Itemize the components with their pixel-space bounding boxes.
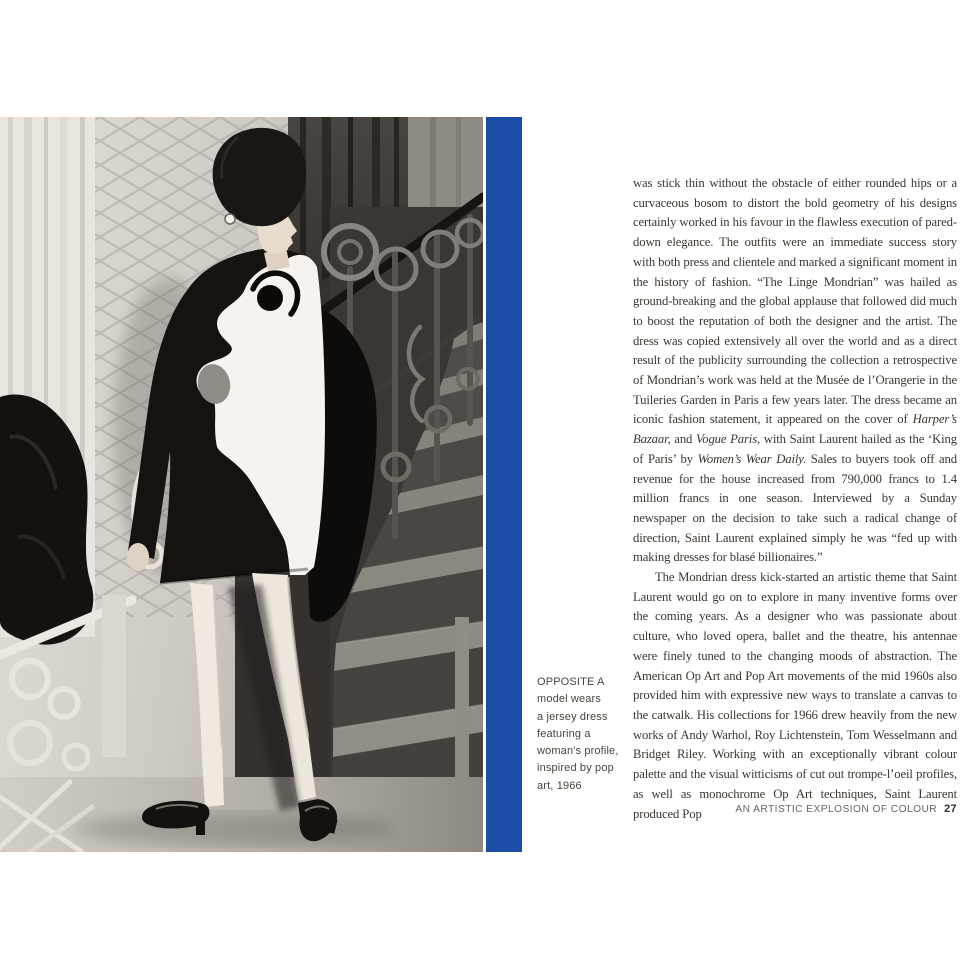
body-text-column (633, 174, 957, 824)
photo-model-on-staircase (0, 117, 483, 852)
model-hand (127, 543, 149, 571)
photo-floor (0, 777, 483, 852)
caption-line: woman's profile, (537, 745, 619, 758)
caption-line: a jersey dress (537, 710, 608, 723)
panel-eye (257, 285, 283, 311)
photo-caption (537, 674, 629, 795)
model-earring (225, 214, 235, 224)
body-paragraph: The Mondrian dress kick-started an artistic theme that Saint Laurent would go on to explore in many inventive forms over the coming years. As a designer who was passionate about culture, who loved opera, ballet and the theatre, his antennae were finely tuned to the changing moods of abstraction. The American Op Art and Pop Art movements of the mid 1960s also provided him with expressive new ways to translate a canvas to the catwalk. His collections for 1966 drew heavily from the new works of Andy Warhol, Roy Lichtenstein, Tom Wesselmann and Bridget Riley. Working with an exceptionally vibrant colour palette and the visual witticisms of cut out trompe-l’oeil profiles, as well as monochrome Op Art techniques, Saint Laurent produced Pop (633, 570, 957, 821)
running-title: AN ARTISTIC EXPLOSION OF COLOUR (735, 804, 938, 815)
body-paragraph: was stick thin without the obstacle of either rounded hips or a curvaceous bosom to distort the bold geometry of his designs certainly worked in his favour in the flawless execution of pared-down elegance. The outfits were an immediate success story with both press and clientele and marked a significant moment in the history of fashion. “The Linge Mondrian” was hailed as ground-breaking and the global applause that followed did much to boost the reputation of both the designer and the artist. The dress was copied extensively all over the world and as a direct result of the publicity surrounding the collection a retrospective of Mondrian’s work was held at the Musée de l’Orangerie in the Tuileries Garden in Paris a few years later. The dress became an iconic fashion statement, it appeared on the cover of Harper’s Bazaar, and Vogue Paris, with Saint Laurent hailed as the ‘King of Paris’ by Women’s Wear Daily. Sales to buyers took off and revenue for the house increased from 790,000 francs to 1.4 million francs in one season. Interviewed by a Sunday newspaper on the decision to take such a radical change of direction, Saint Laurent explained simply he was “fed up with making dresses for blasé billionaires.” (633, 176, 958, 565)
page-number: 27 (944, 803, 957, 815)
caption-line: OPPOSITE A (537, 676, 605, 688)
photo-illustration (0, 117, 483, 852)
accent-stripe (486, 117, 522, 852)
running-footer (735, 803, 957, 815)
caption-line: featuring a (537, 727, 591, 740)
caption-line: art, 1966 (537, 779, 582, 792)
caption-line: model wears (537, 693, 602, 706)
caption-line: inspired by pop (537, 762, 614, 775)
